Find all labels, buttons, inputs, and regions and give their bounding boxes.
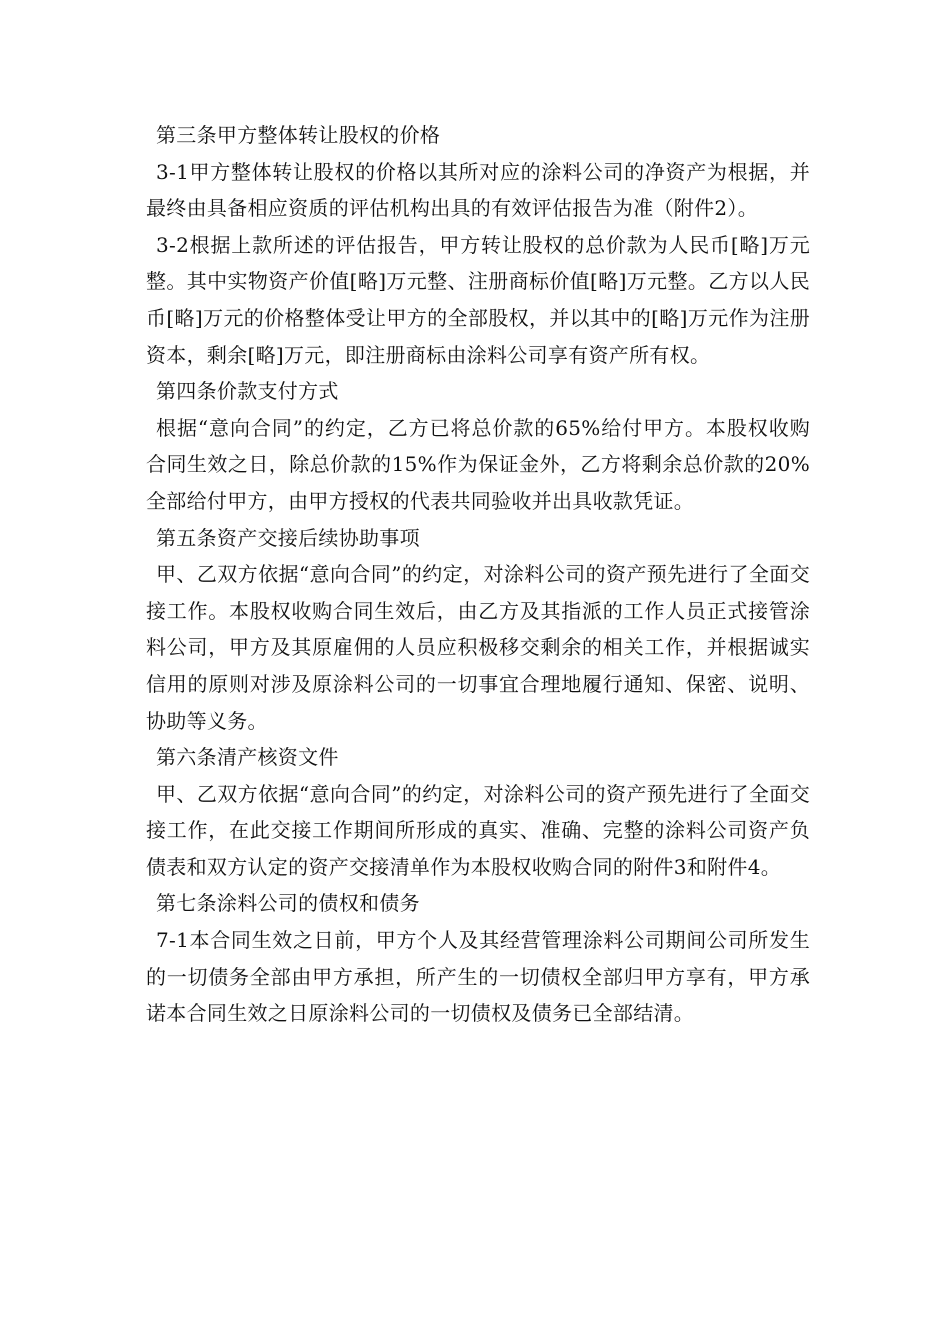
article-7-heading: 第七条涂料公司的债权和债务 <box>156 891 420 916</box>
article-4-heading: 第四条价款支付方式 <box>156 379 339 404</box>
article-6-heading: 第六条清产核资文件 <box>156 745 339 770</box>
clause-3-1: 3-1甲方整体转让股权的价格以其所对应的涂料公司的净资产为根据，并最终由具备相应资质的评估机构出具的有效评估报告为准（附件2）。 <box>146 159 810 221</box>
clause-3-2: 3-2根据上款所述的评估报告，甲方转让股权的总价款为人民币[略]万元整。其中实物资产价值[略]万元整、注册商标价值[略]万元整。乙方以人民币[略]万元的价格整体受让甲方的全部股权，并以其中的[略]万元作为注册资本，剩余[略]万元，即注册商标由涂料公司享有资产所有权。 <box>146 232 810 367</box>
article-4-body: 根据“意向合同”的约定，乙方已将总价款的65%给付甲方。本股权收购合同生效之日，除总价款的15%作为保证金外，乙方将剩余总价款的20%全部给付甲方，由甲方授权的代表共同验收并出具收款凭证。 <box>146 415 810 513</box>
article-3-heading: 第三条甲方整体转让股权的价格 <box>156 123 441 147</box>
article-6-body: 甲、乙双方依据“意向合同”的约定，对涂料公司的资产预先进行了全面交接工作，在此交接工作期间所形成的真实、准确、完整的涂料公司资产负债表和双方认定的资产交接清单作为本股权收购合同的附件3和附件4。 <box>146 781 810 879</box>
article-5-body: 甲、乙双方依据“意向合同”的约定，对涂料公司的资产预先进行了全面交接工作。本股权收购合同生效后，由乙方及其指派的工作人员正式接管涂料公司，甲方及其原雇佣的人员应积极移交剩余的相关工作，并根据诚实信用的原则对涉及原涂料公司的一切事宜合理地履行通知、保密、说明、协助等义务。 <box>146 562 810 733</box>
clause-7-1: 7-1本合同生效之日前，甲方个人及其经营管理涂料公司期间公司所发生的一切债务全部由甲方承担，所产生的一切债权全部归甲方享有，甲方承诺本合同生效之日原涂料公司的一切债权及债务已全部结清。 <box>146 928 810 1026</box>
article-5-heading: 第五条资产交接后续协助事项 <box>156 525 420 550</box>
document-body <box>146 117 810 1032</box>
